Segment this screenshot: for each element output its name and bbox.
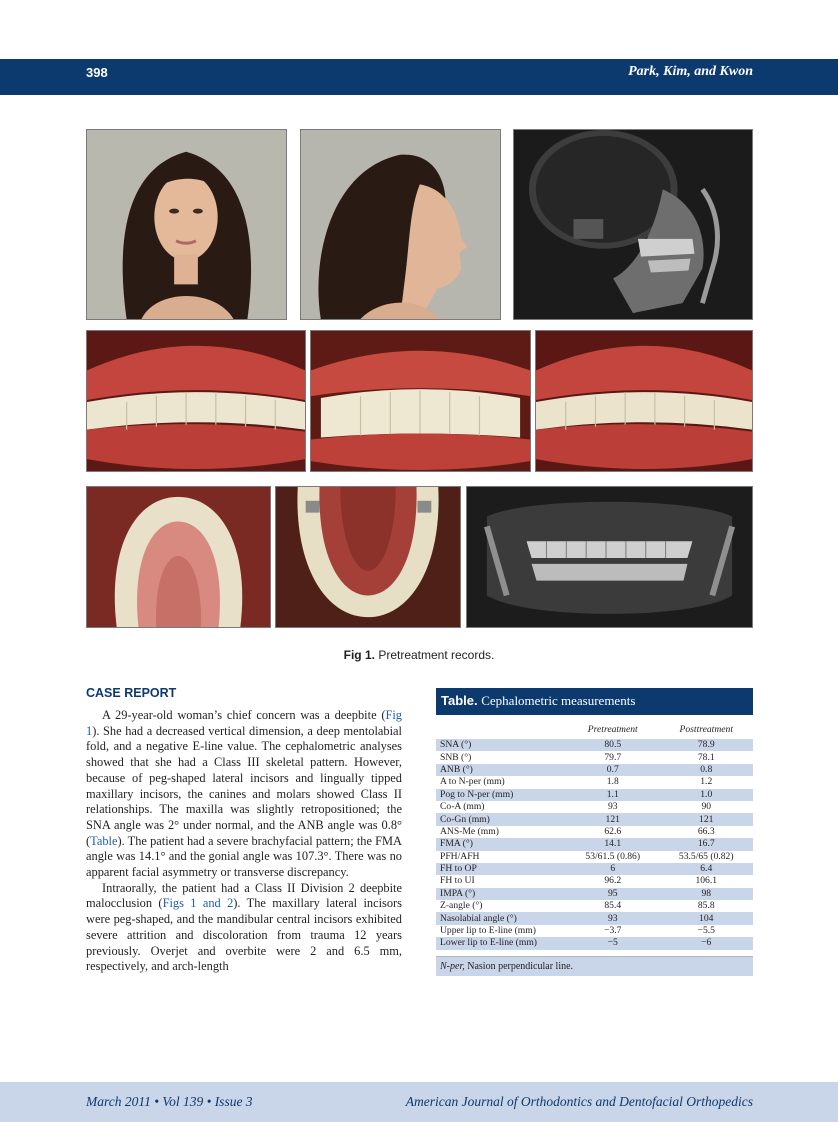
table-row (436, 838, 753, 850)
maxillary-occlusal-photo (86, 486, 271, 628)
running-header (0, 59, 838, 95)
panoramic-radiograph (466, 486, 753, 628)
row-label: Co-A (mm) (440, 801, 485, 813)
table-row (436, 875, 753, 887)
row-label: ANB (°) (436, 764, 566, 776)
table-footnote (436, 956, 753, 976)
posttreatment-value: 90 (701, 801, 712, 813)
row-label: IMPA (°) (436, 888, 566, 900)
row-label: Pog to N-per (mm) (436, 789, 566, 801)
pretreatment-value: 79.7 (604, 751, 622, 763)
posttreatment-value: 78.9 (660, 739, 754, 751)
table-row (436, 801, 753, 813)
table-row (436, 937, 753, 949)
frontal-intraoral-photo (310, 330, 531, 472)
table-row (436, 826, 753, 838)
pretreatment-value: 53/61.5 (0.86) (585, 850, 641, 862)
journal-name: American Journal of Orthodontics and Dentofacial Orthopedics (405, 1094, 753, 1109)
table-row (436, 912, 753, 924)
cephalometric-table (436, 688, 753, 976)
table-row (436, 789, 753, 801)
posttreatment-value: 66.3 (697, 825, 715, 837)
posttreatment-value: 98 (660, 888, 754, 900)
paragraph-2: Intraorally, the patient had a Class II Division 2 deepbite malocclusion (Figs 1 and 2). The maxillary lateral incisors were peg-shaped, and the mandibular central incisors exhibited severe attrition and discoloration from trauma 12 years previously. Overjet and overbite were 2 and 6.5 mm, respectively, and arch-length (86, 880, 402, 974)
column-header-posttreatment: Posttreatment (679, 723, 733, 735)
row-label: SNB (°) (440, 751, 472, 763)
table-row (436, 851, 753, 863)
table-label: Table. (441, 693, 478, 708)
pretreatment-value: −3.7 (604, 925, 622, 937)
row-label: PFH/AFH (440, 850, 480, 862)
measurement-table (436, 715, 753, 950)
row-label: Nasolabial angle (°) (436, 912, 566, 924)
footnote-text: Nasion perpendicular line. (467, 960, 574, 972)
posttreatment-value: 104 (660, 912, 754, 924)
figures-reference-link[interactable]: Figs 1 and 2 (162, 896, 234, 911)
row-label: Z-angle (°) (440, 900, 483, 912)
pretreatment-value: 96.2 (604, 875, 622, 887)
row-label: Co-Gn (mm) (436, 813, 566, 825)
posttreatment-value: 85.8 (697, 900, 715, 912)
table-row (436, 863, 753, 875)
table-row (436, 751, 753, 763)
row-label: FMA (°) (436, 838, 566, 850)
posttreatment-value: 16.7 (660, 838, 754, 850)
posttreatment-value: 53.5/65 (0.82) (678, 850, 734, 862)
frontal-facial-photo (86, 129, 287, 320)
page-footer (0, 1082, 838, 1122)
pretreatment-value: 1.8 (606, 776, 619, 788)
pretreatment-value: 14.1 (566, 838, 660, 850)
paragraph-1: A 29-year-old woman’s chief concern was a deepbite (Fig 1). She had a decreased vertical dimension, a deep mentolabial fold, and a negative E-line value. The cephalometric analyses showed that she had a Class III skeletal pattern. However, because of peg-shaped lateral incisors and lingually tipped maxillary incisors, the canines and molars showed Class II relationships. The maxilla was slightly retropositioned; the SNA angle was 2° under normal, and the ANB angle was 0.8° (Table). The patient had a severe brachyfacial pattern; the FMA angle was 14.1° and the gonial angle was 107.3°. There was no apparent facial asymmetry or transverse discrepancy. (86, 708, 402, 880)
posttreatment-value: 78.1 (697, 751, 715, 763)
pretreatment-value: 62.6 (604, 825, 622, 837)
figure-reference-link[interactable]: Fig 1 (86, 708, 402, 738)
author-running-head: Park, Kim, and Kwon (628, 64, 753, 79)
figure-label: Fig 1. (343, 648, 375, 662)
pretreatment-value: −5 (566, 937, 660, 949)
footnote-abbreviation: N-per, (440, 960, 465, 972)
posttreatment-value: 1.0 (660, 789, 754, 801)
table-reference-link[interactable]: Table (90, 833, 118, 848)
figure-caption-text: Pretreatment records. (378, 648, 495, 662)
row-label: A to N-per (mm) (440, 776, 505, 788)
mandibular-occlusal-photo (275, 486, 461, 628)
table-row (436, 739, 753, 751)
posttreatment-value: 0.8 (660, 764, 754, 776)
table-row (436, 813, 753, 825)
pretreatment-value: 85.4 (604, 900, 622, 912)
pretreatment-value: 6 (566, 863, 660, 875)
column-header-label (436, 715, 566, 739)
row-label: SNA (°) (436, 739, 566, 751)
profile-facial-photo (300, 129, 501, 320)
table-row (436, 900, 753, 912)
row-label: Upper lip to E-line (mm) (440, 925, 536, 937)
row-label: ANS-Me (mm) (440, 825, 499, 837)
pretreatment-value: 121 (566, 813, 660, 825)
table-row (436, 925, 753, 937)
posttreatment-value: 6.4 (660, 863, 754, 875)
pretreatment-value: 95 (566, 888, 660, 900)
table-title (436, 688, 753, 715)
row-label: FH to OP (436, 863, 566, 875)
posttreatment-value: 106.1 (695, 875, 718, 887)
table-header-row (436, 715, 753, 739)
figure-caption (0, 648, 838, 662)
posttreatment-value: 121 (660, 813, 754, 825)
pretreatment-value: 0.7 (566, 764, 660, 776)
issue-info: March 2011 • Vol 139 • Issue 3 (86, 1094, 253, 1109)
left-buccal-intraoral-photo (535, 330, 753, 472)
table-row (436, 764, 753, 776)
posttreatment-value: −5.5 (697, 925, 715, 937)
case-report-body (86, 708, 402, 975)
table-title-text: Cephalometric measurements (481, 693, 636, 708)
posttreatment-value: −6 (660, 937, 754, 949)
row-label: Lower lip to E-line (mm) (436, 937, 566, 949)
pretreatment-value: 1.1 (566, 789, 660, 801)
table-row (436, 776, 753, 788)
row-label: FH to UI (440, 875, 475, 887)
pretreatment-value: 93 (607, 801, 618, 813)
pretreatment-value: 80.5 (566, 739, 660, 751)
page-number: 398 (86, 65, 108, 80)
posttreatment-value: 1.2 (700, 776, 713, 788)
pretreatment-value: 93 (566, 912, 660, 924)
column-header-pretreatment: Pretreatment (587, 723, 638, 735)
section-heading: CASE REPORT (86, 686, 177, 700)
right-buccal-intraoral-photo (86, 330, 306, 472)
table-row (436, 888, 753, 900)
lateral-cephalogram (513, 129, 753, 320)
